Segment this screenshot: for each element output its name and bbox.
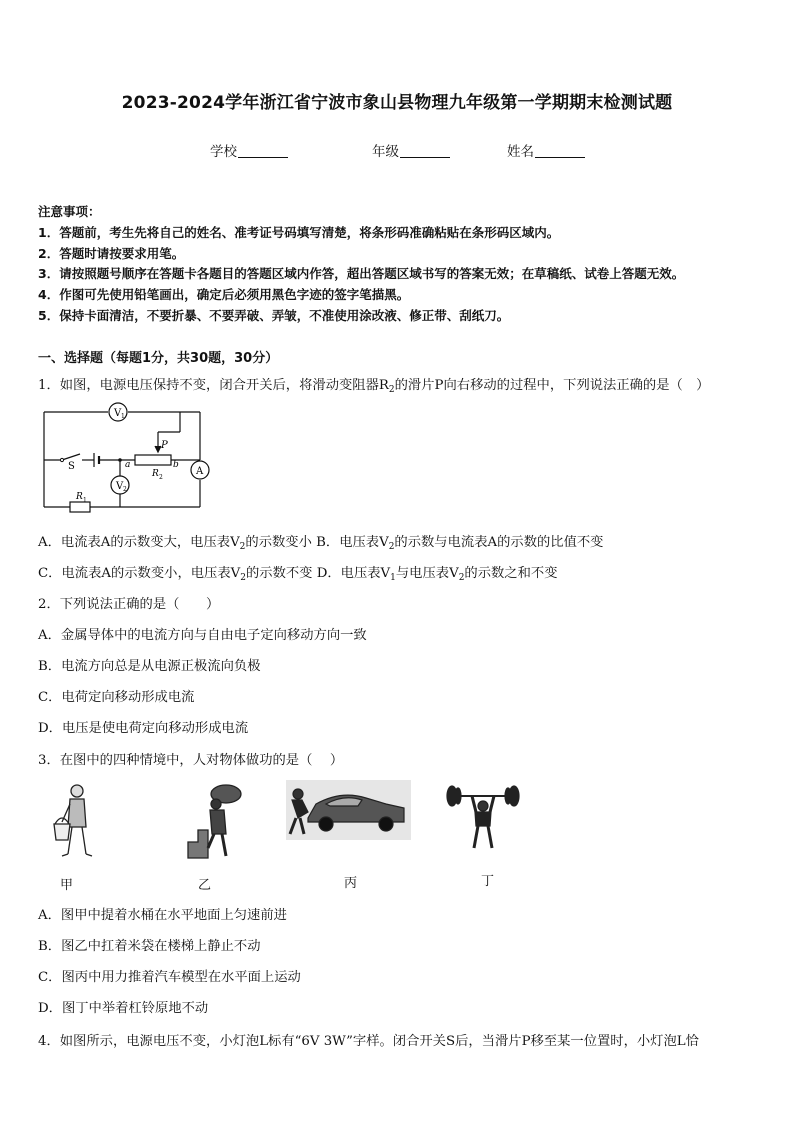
section-heading: 一、选择题（每题1分，共30题，30分） [38, 351, 279, 366]
note-item: 5．保持卡面清洁，不要折暴、不要弄破、弄皱，不准使用涂改液、修正带、刮纸刀。 [38, 307, 510, 323]
v2-sub: 2 [123, 486, 127, 493]
note-item: 3．请按照题号顺序在答题卡各题目的答题区域内作答，超出答题区域书写的答案无效；在草稿纸、试卷上答题无效。 [38, 266, 685, 282]
q3-caption-yi: 乙 [198, 878, 212, 893]
q4-stem: 4．如图所示，电源电压不变，小灯泡L标有“6V 3W”字样。闭合开关S后，当滑片P移至某一位置时，小灯泡L恰 [38, 1034, 699, 1049]
q1-option-b: B．电压表$V_2$的示数与电流表A的示数的比值不变 [316, 535, 604, 552]
q3-option-d: D．图丁中举着杠铃原地不动 [38, 1001, 209, 1016]
q1-options-row-1 [38, 531, 603, 550]
grade-label: 年级 [372, 144, 399, 160]
r2-sub: 2 [159, 474, 163, 481]
q2-option-a: A．金属导体中的电流方向与自由电子定向移动方向一致 [38, 628, 367, 643]
q3-figure-yi [186, 782, 246, 862]
q2-stem: 2．下列说法正确的是（ ） [38, 597, 220, 612]
switch-s-label: S [68, 461, 75, 472]
notes-heading: 注意事项： [38, 204, 101, 219]
q3-figure-ding [442, 782, 524, 852]
point-b-label: b [173, 460, 179, 470]
q3-option-b: B．图乙中扛着米袋在楼梯上静止不动 [38, 939, 261, 954]
q1-option-a: A．电流表A的示数变大，电压表$V_2$的示数变小 [38, 535, 312, 552]
q1-option-d: D．电压表$V_1$与电压表$V_2$的示数之和不变 [316, 566, 558, 583]
q1-options-row-2 [38, 562, 558, 581]
grade-field [372, 140, 450, 160]
q3-figure-jia [50, 782, 100, 867]
q2-option-b: B．电流方向总是从电源正极流向负极 [38, 659, 261, 674]
q2-option-d: D．电压是使电荷定向移动形成电流 [38, 721, 249, 736]
r1-label: R [76, 492, 83, 502]
page-title: 2023-2024学年浙江省宁波市象山县物理九年级第一学期期末检测试题 [121, 93, 673, 113]
q1-option-c: C．电流表A的示数变小，电压表$V_2$的示数不变 [38, 566, 313, 583]
q3-option-a: A．图甲中提着水桶在水平地面上匀速前进 [38, 908, 287, 923]
r1-sub: 1 [83, 497, 87, 504]
ammeter-label: A [196, 466, 204, 477]
school-blank [238, 143, 288, 158]
q2-option-c: C．电荷定向移动形成电流 [38, 690, 195, 705]
note-item: 4．作图可先使用铅笔画出，确定后必须用黑色字迹的签字笔描黑。 [38, 287, 410, 303]
name-blank [535, 143, 585, 158]
v2-label: V [116, 481, 124, 492]
note-item: 2．答题时请按要求用笔。 [38, 245, 185, 261]
school-label: 学校 [210, 144, 237, 160]
point-a-label: a [125, 460, 131, 470]
notes-block [38, 202, 684, 327]
q1-circuit-diagram [40, 402, 215, 514]
note-item: 1．答题前，考生先将自己的姓名、准考证号码填写清楚，将条形码准确粘贴在条形码区域内。 [38, 224, 560, 240]
q1-stem: 1．如图，电源电压保持不变，闭合开关后，将滑动变阻器$R_2$的滑片P向右移动的过程中，下列说法正确的是（ ） [38, 378, 710, 395]
school-field [210, 140, 288, 160]
v1-label: V [114, 408, 122, 419]
slider-p-label: P [161, 440, 168, 451]
name-field [507, 140, 585, 160]
grade-blank [400, 143, 450, 158]
q3-caption-jia: 甲 [60, 878, 74, 893]
q3-caption-bing: 丙 [344, 876, 358, 891]
q3-caption-ding: 丁 [481, 874, 495, 889]
q3-option-c: C．图丙中用力推着汽车模型在水平面上运动 [38, 970, 301, 985]
q3-figure-bing [286, 780, 411, 840]
r2-label: R [152, 469, 159, 479]
q3-stem: 3．在图中的四种情境中，人对物体做功的是（ ） [38, 753, 344, 768]
name-label: 姓名 [507, 144, 534, 160]
v1-sub: 1 [121, 413, 125, 420]
